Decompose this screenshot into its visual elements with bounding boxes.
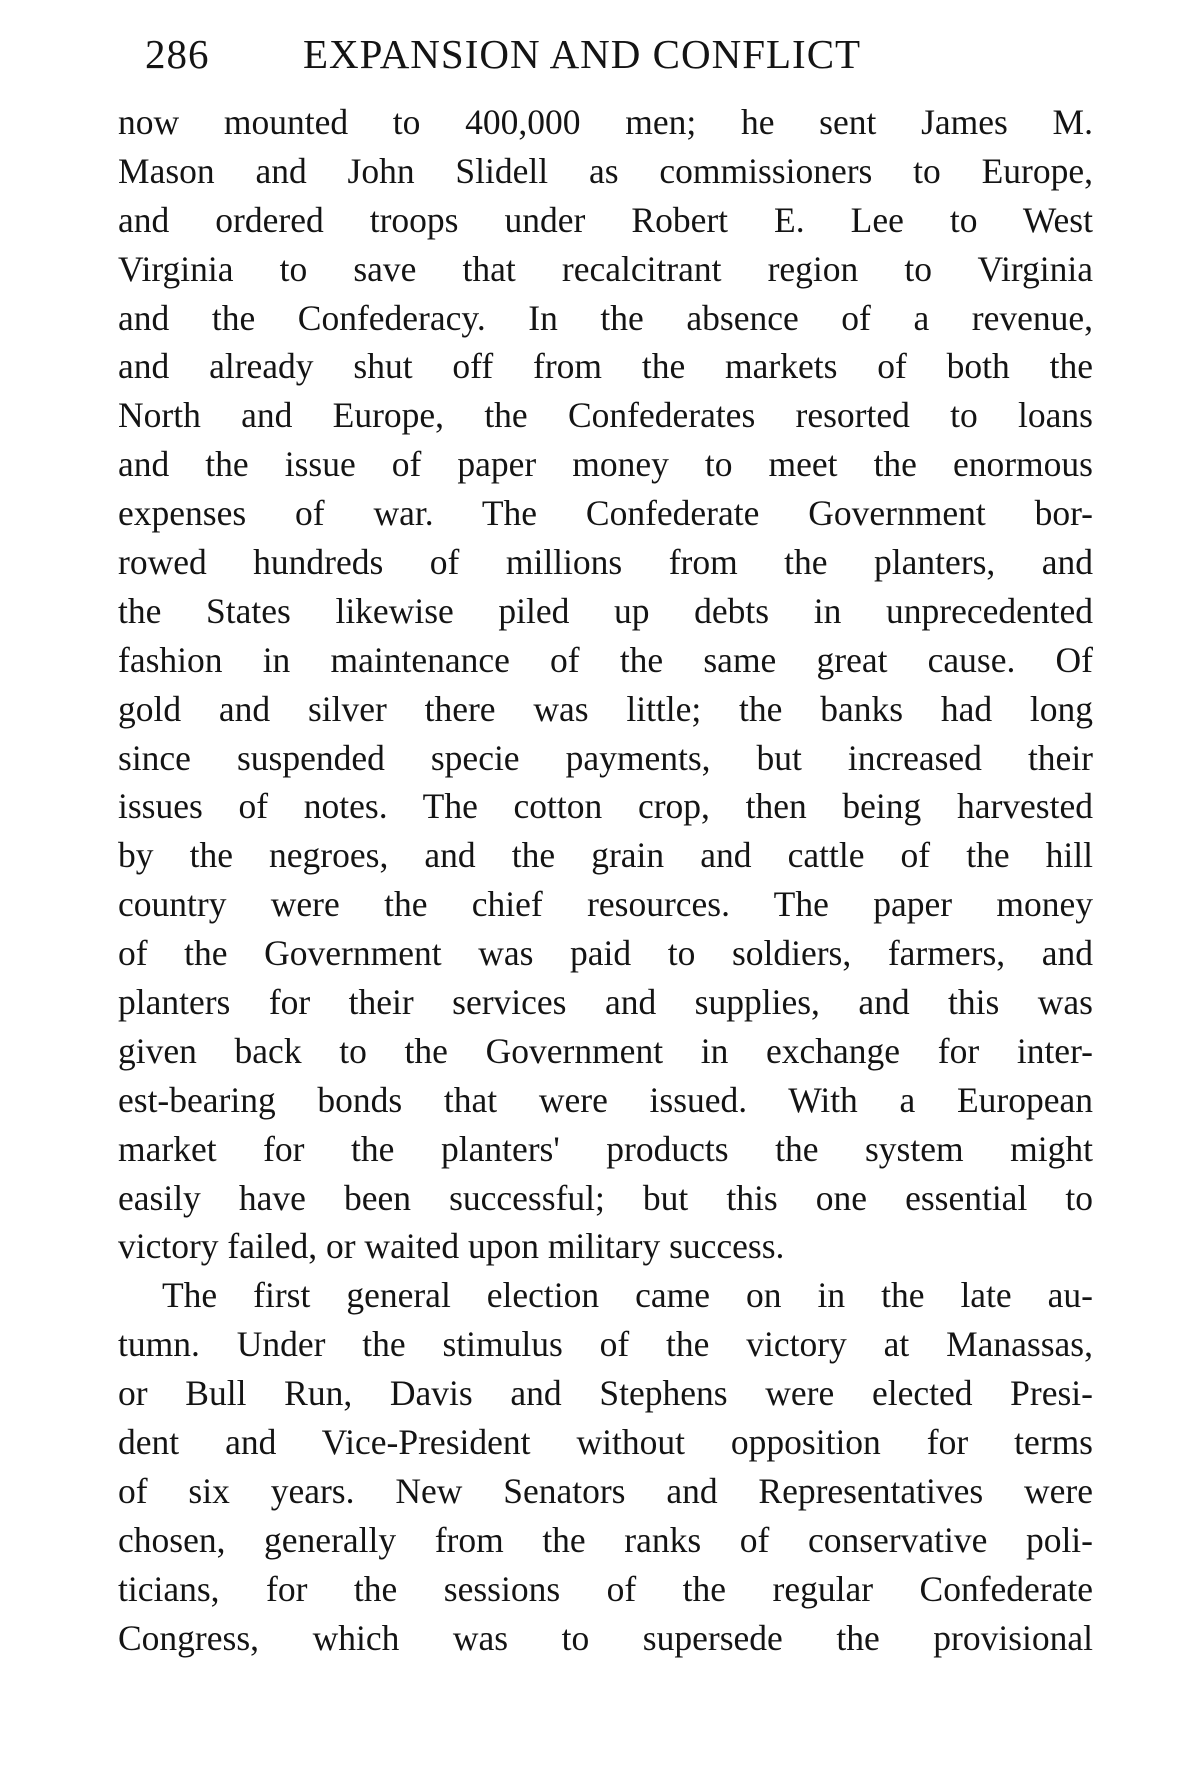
paragraph	[118, 1271, 1093, 1662]
text-line: planters for their services and supplies, and this was	[118, 982, 1093, 1023]
text-line: of the Government was paid to soldiers, farmers, and	[118, 933, 1093, 974]
text-line: The first general election came on in the late au-	[162, 1275, 1093, 1316]
text-line: since suspended specie payments, but increased their	[118, 737, 1093, 778]
text-line: now mounted to 400,000 men; he sent James M.	[118, 102, 1093, 142]
text-line: chosen, generally from the ranks of conservative poli-	[118, 1519, 1093, 1560]
text-line: easily have been successful; but this one essential to	[118, 1177, 1093, 1218]
running-title: EXPANSION AND CONFLICT	[303, 31, 862, 77]
text-line: victory failed, or waited upon military success.	[118, 1226, 785, 1267]
text-line: or Bull Run, Davis and Stephens were elected Presi-	[118, 1373, 1093, 1414]
text-line: expenses of war. The Confederate Government bor-	[118, 493, 1093, 534]
text-line: and the Confederacy. In the absence of a revenue,	[118, 297, 1093, 338]
text-line: North and Europe, the Confederates resorted to loans	[118, 395, 1093, 436]
text-line: given back to the Government in exchange for inter-	[118, 1030, 1093, 1071]
paragraph	[118, 98, 1093, 1271]
text-line: dent and Vice-President without opposition for terms	[118, 1422, 1093, 1463]
running-head	[145, 30, 1105, 80]
text-line: rowed hundreds of millions from the planters, and	[118, 542, 1093, 583]
text-line: of six years. New Senators and Representatives were	[118, 1470, 1093, 1511]
text-line: market for the planters' products the system might	[118, 1128, 1093, 1169]
body-text	[118, 98, 1093, 1663]
text-line: fashion in maintenance of the same great cause. Of	[118, 639, 1093, 680]
text-line: and ordered troops under Robert E. Lee to West	[118, 199, 1093, 240]
text-line: and the issue of paper money to meet the enormous	[118, 444, 1093, 485]
text-line: Virginia to save that recalcitrant region to Virginia	[118, 248, 1093, 289]
text-line: tumn. Under the stimulus of the victory at Manassas,	[118, 1324, 1093, 1365]
text-line: by the negroes, and the grain and cattle of the hill	[118, 835, 1093, 876]
text-line: est-bearing bonds that were issued. With a European	[118, 1079, 1093, 1120]
text-line: Mason and John Slidell as commissioners to Europe,	[118, 150, 1093, 191]
text-line: issues of notes. The cotton crop, then being harvested	[118, 786, 1093, 827]
text-line: country were the chief resources. The paper money	[118, 884, 1093, 925]
text-line: and already shut off from the markets of both the	[118, 346, 1093, 387]
text-line: gold and silver there was little; the banks had long	[118, 688, 1093, 729]
text-line: the States likewise piled up debts in unprecedented	[118, 590, 1093, 631]
text-line: Congress, which was to supersede the provisional	[118, 1617, 1093, 1658]
page-number: 286	[145, 31, 210, 77]
text-line: ticians, for the sessions of the regular Confederate	[118, 1568, 1093, 1609]
